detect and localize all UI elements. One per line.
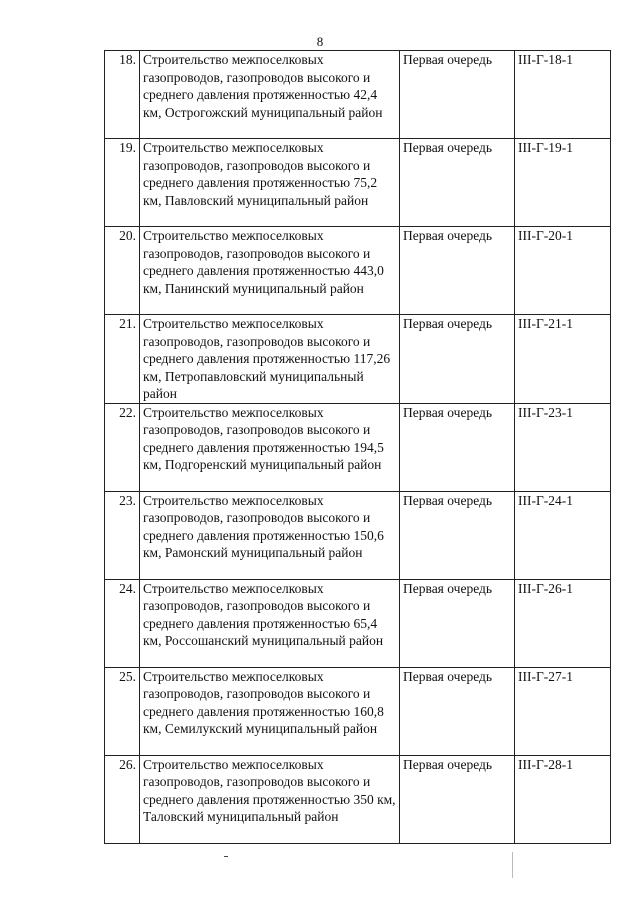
row-code: III-Г-18-1 [515,51,611,139]
row-stage: Первая очередь [400,139,515,227]
row-code: III-Г-27-1 [515,667,611,755]
scan-artifact-line [512,852,513,878]
table-row [105,51,611,139]
row-code: III-Г-26-1 [515,579,611,667]
table-row [105,139,611,227]
row-stage: Первая очередь [400,51,515,139]
row-number: 18. [105,51,140,139]
table-row [105,491,611,579]
row-description: Строительство межпоселковых газопроводов, газопроводов высокого и среднего давления протяженностью 160,8 км, Семилукский муниципальный район [140,667,400,755]
row-description: Строительство межпоселковых газопроводов, газопроводов высокого и среднего давления протяженностью 350 км, Таловский муниципальный район [140,755,400,843]
row-stage: Первая очередь [400,579,515,667]
row-description: Строительство межпоселковых газопроводов, газопроводов высокого и среднего давления протяженностью 150,6 км, Рамонский муниципальный район [140,491,400,579]
row-number: 23. [105,491,140,579]
row-description: Строительство межпоселковых газопроводов, газопроводов высокого и среднего давления протяженностью 65,4 км, Россошанский муниципальный район [140,579,400,667]
table-row [105,227,611,315]
row-stage: Первая очередь [400,227,515,315]
row-code: III-Г-21-1 [515,315,611,404]
row-number: 21. [105,315,140,404]
table-row [105,403,611,491]
table-row [105,579,611,667]
row-number: 26. [105,755,140,843]
row-stage: Первая очередь [400,755,515,843]
row-description: Строительство межпоселковых газопроводов, газопроводов высокого и среднего давления протяженностью 194,5 км, Подгоренский муниципальный район [140,403,400,491]
table-row [105,315,611,404]
row-code: III-Г-28-1 [515,755,611,843]
table-row [105,667,611,755]
row-description: Строительство межпоселковых газопроводов, газопроводов высокого и среднего давления протяженностью 75,2 км, Павловский муниципальный район [140,139,400,227]
row-description: Строительство межпоселковых газопроводов, газопроводов высокого и среднего давления протяженностью 42,4 км, Острогожский муниципальный район [140,51,400,139]
row-stage: Первая очередь [400,315,515,404]
row-number: 25. [105,667,140,755]
row-code: III-Г-23-1 [515,403,611,491]
row-code: III-Г-24-1 [515,491,611,579]
scan-mark [224,856,228,857]
projects-table-body [105,51,611,844]
row-number: 24. [105,579,140,667]
row-code: III-Г-20-1 [515,227,611,315]
row-code: III-Г-19-1 [515,139,611,227]
projects-table [104,50,611,844]
row-description: Строительство межпоселковых газопроводов, газопроводов высокого и среднего давления протяженностью 117,26 км, Петропавловский муниципальный район [140,315,400,404]
row-number: 20. [105,227,140,315]
row-number: 19. [105,139,140,227]
row-stage: Первая очередь [400,403,515,491]
row-stage: Первая очередь [400,667,515,755]
table-row [105,755,611,843]
page-number: 8 [316,34,324,49]
row-description: Строительство межпоселковых газопроводов, газопроводов высокого и среднего давления протяженностью 443,0 км, Панинский муниципальный район [140,227,400,315]
row-number: 22. [105,403,140,491]
row-stage: Первая очередь [400,491,515,579]
